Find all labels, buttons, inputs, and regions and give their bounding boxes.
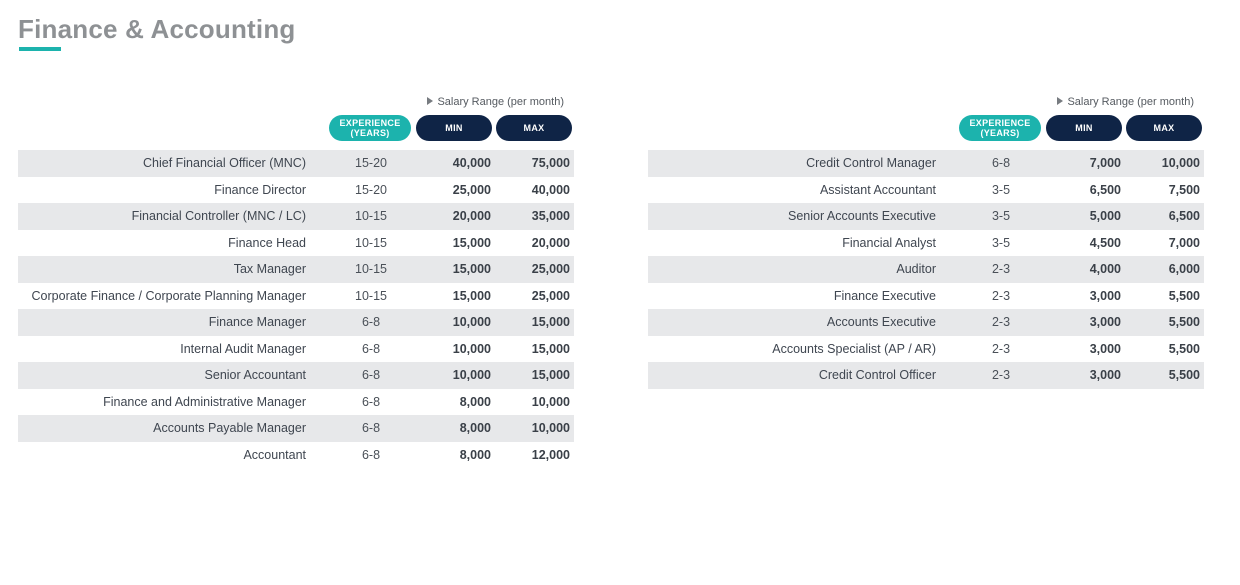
min-salary: 3,000	[1089, 288, 1121, 303]
table-row	[18, 389, 574, 416]
min-salary: 15,000	[452, 235, 491, 250]
table-row	[18, 442, 574, 469]
job-title: Credit Control Manager	[806, 156, 936, 170]
table-row	[18, 203, 574, 230]
title-underline	[19, 47, 61, 51]
table-row	[648, 283, 1204, 310]
experience-value: 10-15	[355, 209, 387, 223]
table-row	[18, 362, 574, 389]
experience-value: 6-8	[361, 368, 381, 382]
max-salary: 15,000	[531, 341, 570, 356]
table-row	[648, 336, 1204, 363]
min-salary: 6,500	[1089, 182, 1121, 197]
max-salary: 5,500	[1168, 315, 1200, 329]
experience-value: 6-8	[361, 421, 381, 435]
max-salary: 75,000	[531, 156, 570, 170]
salary-range-label	[427, 96, 564, 108]
min-salary: 3,000	[1089, 341, 1121, 356]
job-title: Credit Control Officer	[818, 368, 936, 382]
max-salary: 7,500	[1168, 182, 1200, 197]
min-salary: 3,000	[1089, 315, 1121, 329]
table-row	[648, 177, 1204, 204]
min-salary: 10,000	[452, 315, 491, 329]
table-row	[18, 230, 574, 257]
max-salary: 15,000	[531, 315, 570, 329]
job-title: Accounts Payable Manager	[153, 421, 306, 435]
min-salary: 7,000	[1089, 156, 1121, 170]
max-salary: 5,500	[1168, 368, 1200, 382]
job-title: Corporate Finance / Corporate Planning Manager	[31, 288, 306, 303]
table-row	[18, 150, 574, 177]
salary-range-label	[1057, 96, 1194, 108]
experience-value: 6-8	[361, 315, 381, 329]
min-salary: 5,000	[1089, 209, 1121, 223]
job-title: Assistant Accountant	[819, 182, 936, 197]
max-salary: 20,000	[531, 235, 570, 250]
min-salary: 15,000	[452, 262, 491, 276]
job-title: Internal Audit Manager	[180, 341, 306, 356]
experience-value: 10-15	[355, 235, 387, 250]
job-title: Tax Manager	[233, 262, 306, 276]
job-title: Auditor	[896, 262, 936, 276]
experience-value: 6-8	[361, 394, 381, 409]
table-row	[648, 203, 1204, 230]
max-header: MAX	[1126, 115, 1202, 141]
triangle-right-icon	[427, 97, 433, 105]
job-title: Financial Controller (MNC / LC)	[131, 209, 306, 223]
job-title: Accounts Executive	[826, 315, 936, 329]
table-row	[18, 256, 574, 283]
experience-value: 6-8	[991, 156, 1011, 170]
table-row	[18, 177, 574, 204]
max-salary: 35,000	[531, 209, 570, 223]
page-title: Finance & Accounting	[18, 14, 296, 44]
max-salary: 10,000	[531, 421, 570, 435]
experience-value: 6-8	[361, 341, 381, 356]
table-row	[648, 230, 1204, 257]
experience-value: 6-8	[361, 447, 381, 462]
min-salary: 8,000	[459, 394, 491, 409]
experience-value: 2-3	[991, 288, 1011, 303]
table-row	[648, 309, 1204, 336]
experience-header: EXPERIENCE (YEARS)	[959, 115, 1041, 141]
min-salary: 15,000	[452, 288, 491, 303]
job-title: Financial Analyst	[842, 235, 936, 250]
min-salary: 25,000	[452, 182, 491, 197]
experience-value: 10-15	[355, 288, 387, 303]
experience-header: EXPERIENCE (YEARS)	[329, 115, 411, 141]
max-salary: 5,500	[1168, 341, 1200, 356]
max-salary: 25,000	[531, 262, 570, 276]
job-title: Accounts Specialist (AP / AR)	[772, 341, 936, 356]
min-salary: 20,000	[452, 209, 491, 223]
job-title: Finance Executive	[833, 288, 936, 303]
max-salary: 10,000	[531, 394, 570, 409]
experience-value: 3-5	[991, 235, 1011, 250]
min-header: MIN	[416, 115, 492, 141]
job-title: Senior Accountant	[204, 368, 306, 382]
min-salary: 10,000	[452, 368, 491, 382]
table-body	[18, 150, 574, 468]
job-title: Chief Financial Officer (MNC)	[142, 156, 306, 170]
max-header: MAX	[496, 115, 572, 141]
job-title: Accountant	[243, 447, 306, 462]
table-row	[18, 336, 574, 363]
min-salary: 8,000	[459, 447, 491, 462]
max-salary: 10,000	[1161, 156, 1200, 170]
job-title: Finance and Administrative Manager	[103, 394, 306, 409]
max-salary: 6,000	[1168, 262, 1200, 276]
job-title: Finance Head	[228, 235, 306, 250]
table-row	[18, 415, 574, 442]
max-salary: 40,000	[531, 182, 570, 197]
triangle-right-icon	[1057, 97, 1063, 105]
min-salary: 8,000	[459, 421, 491, 435]
min-salary: 10,000	[452, 341, 491, 356]
max-salary: 12,000	[531, 447, 570, 462]
max-salary: 6,500	[1168, 209, 1200, 223]
table-row	[648, 256, 1204, 283]
job-title: Finance Manager	[208, 315, 306, 329]
min-salary: 40,000	[452, 156, 491, 170]
min-salary: 3,000	[1089, 368, 1121, 382]
table-row	[648, 362, 1204, 389]
max-salary: 7,000	[1168, 235, 1200, 250]
min-header: MIN	[1046, 115, 1122, 141]
experience-value: 2-3	[991, 341, 1011, 356]
table-row	[18, 283, 574, 310]
experience-value: 10-15	[355, 262, 387, 276]
table-row	[648, 150, 1204, 177]
max-salary: 15,000	[531, 368, 570, 382]
job-title: Senior Accounts Executive	[788, 209, 936, 223]
max-salary: 5,500	[1168, 288, 1200, 303]
min-salary: 4,500	[1089, 235, 1121, 250]
max-salary: 25,000	[531, 288, 570, 303]
min-salary: 4,000	[1089, 262, 1121, 276]
experience-value: 2-3	[991, 368, 1011, 382]
experience-value: 15-20	[355, 182, 387, 197]
table-row	[18, 309, 574, 336]
job-title: Finance Director	[214, 182, 306, 197]
salary-range-text: Salary Range (per month)	[437, 96, 564, 108]
experience-value: 15-20	[355, 156, 387, 170]
experience-value: 2-3	[991, 262, 1011, 276]
experience-value: 3-5	[991, 182, 1011, 197]
experience-value: 2-3	[991, 315, 1011, 329]
table-body	[648, 150, 1204, 389]
salary-range-text: Salary Range (per month)	[1067, 96, 1194, 108]
experience-value: 3-5	[991, 209, 1011, 223]
